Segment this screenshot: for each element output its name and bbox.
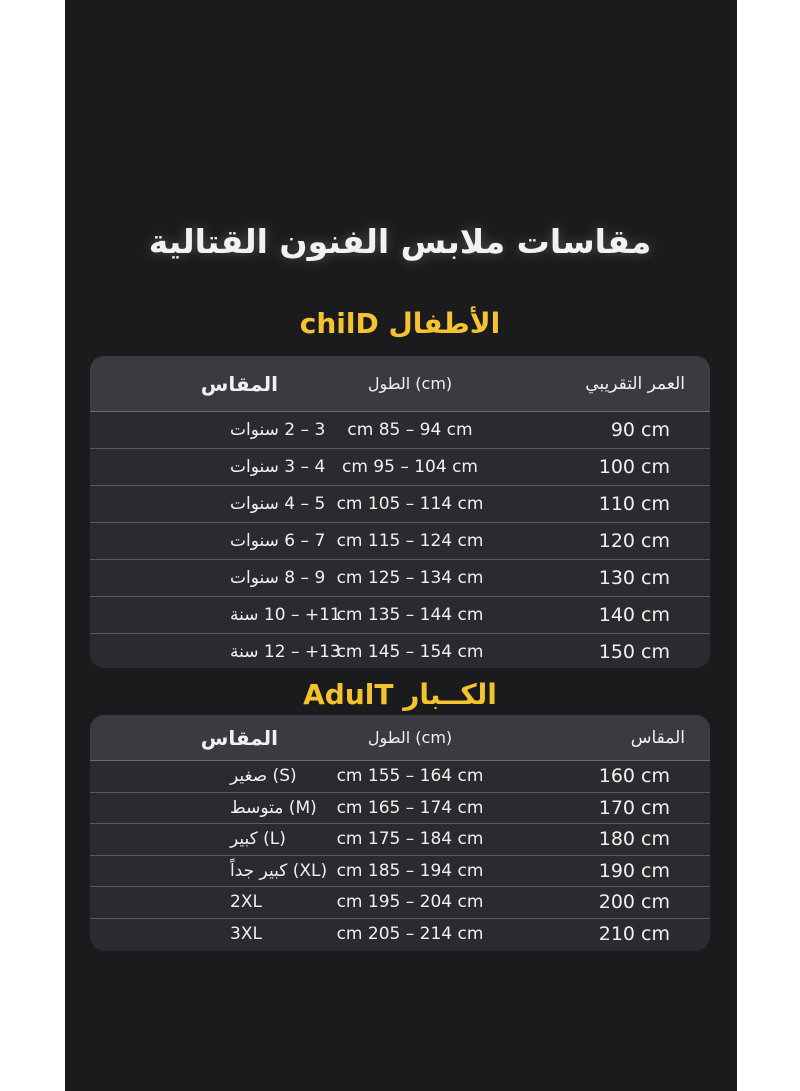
age-cell: 3 – 2 سنوات xyxy=(230,420,326,440)
height-cell: 160 cm xyxy=(598,765,670,788)
size-cell: 3XL xyxy=(230,923,262,944)
header-size: المقاس xyxy=(200,371,278,396)
length-range-cell: cm 85 – 94 cm xyxy=(347,420,473,440)
height-cell: 90 cm xyxy=(610,419,670,441)
length-range-cell: cm 205 – 214 cm xyxy=(336,923,484,944)
age-cell: 9 – 8 سنوات xyxy=(230,568,326,588)
table-row xyxy=(90,856,710,888)
adult-size-table xyxy=(90,715,710,951)
height-cell: 200 cm xyxy=(598,891,670,914)
table-row xyxy=(90,597,710,634)
table-row xyxy=(90,887,710,919)
adult-section-title: الكــبار AdulT xyxy=(303,678,497,711)
height-cell: 130 cm xyxy=(598,567,670,589)
size-cell: 2XL xyxy=(230,892,262,913)
length-range-cell: cm 145 – 154 cm xyxy=(336,642,484,662)
size-cell: (M) متوسط xyxy=(230,797,317,818)
height-cell: 120 cm xyxy=(598,530,670,552)
table-row xyxy=(90,919,710,950)
header-length: الطول (cm) xyxy=(367,728,453,747)
table-row xyxy=(90,523,710,560)
size-cell: (S) صغير xyxy=(230,766,297,787)
height-cell: 140 cm xyxy=(598,604,670,626)
table-row xyxy=(90,634,710,668)
table-row xyxy=(90,560,710,597)
length-range-cell: cm 115 – 124 cm xyxy=(336,531,484,551)
header-length: الطول (cm) xyxy=(367,374,453,393)
height-cell: 100 cm xyxy=(598,456,670,478)
child-table-header xyxy=(90,356,710,412)
age-cell: 7 – 6 سنوات xyxy=(230,531,326,551)
header-size: المقاس xyxy=(200,725,278,750)
height-cell: 110 cm xyxy=(598,493,670,515)
child-size-table xyxy=(90,356,710,668)
height-cell: 180 cm xyxy=(598,828,670,851)
age-cell: 11+ – 10 سنة xyxy=(230,605,341,625)
length-range-cell: cm 185 – 194 cm xyxy=(336,860,484,881)
age-cell: 13+ – 12 سنة xyxy=(230,642,341,662)
table-row xyxy=(90,486,710,523)
length-range-cell: cm 155 – 164 cm xyxy=(336,766,484,787)
adult-table-header xyxy=(90,715,710,761)
page-title: مقاسات ملابس الفنون القتالية xyxy=(148,222,652,261)
length-range-cell: cm 195 – 204 cm xyxy=(336,892,484,913)
height-cell: 150 cm xyxy=(598,641,670,663)
table-row xyxy=(90,449,710,486)
height-cell: 170 cm xyxy=(598,796,670,819)
length-range-cell: cm 95 – 104 cm xyxy=(341,457,478,477)
age-cell: 5 – 4 سنوات xyxy=(230,494,326,514)
size-cell: (L) كبير xyxy=(230,829,286,850)
child-section-title: الأطفال chilD xyxy=(299,307,501,340)
header-approx-age: العمر التقريبي xyxy=(585,373,685,394)
table-row xyxy=(90,412,710,449)
table-row xyxy=(90,793,710,825)
length-range-cell: cm 165 – 174 cm xyxy=(336,797,484,818)
size-cell: (XL) كبير جداً xyxy=(230,860,328,881)
table-row xyxy=(90,761,710,793)
length-range-cell: cm 135 – 144 cm xyxy=(336,605,484,625)
length-range-cell: cm 125 – 134 cm xyxy=(336,568,484,588)
length-range-cell: cm 175 – 184 cm xyxy=(336,829,484,850)
length-range-cell: cm 105 – 114 cm xyxy=(336,494,484,514)
header-size-code: المقاس xyxy=(630,727,685,748)
height-cell: 190 cm xyxy=(598,859,670,882)
height-cell: 210 cm xyxy=(598,922,670,945)
table-row xyxy=(90,824,710,856)
age-cell: 4 – 3 سنوات xyxy=(230,457,326,477)
